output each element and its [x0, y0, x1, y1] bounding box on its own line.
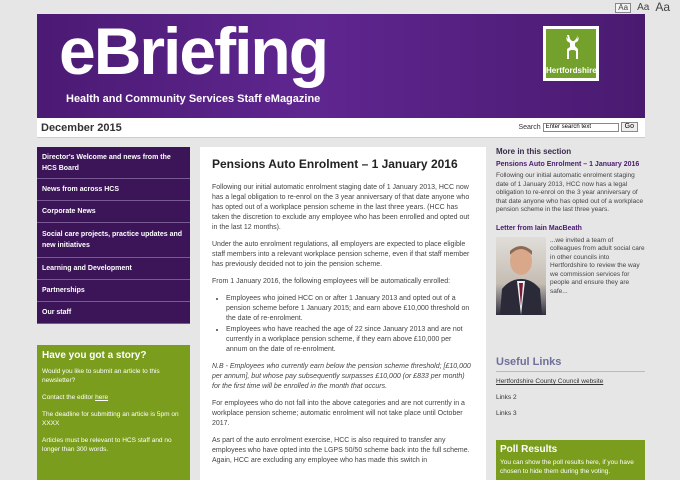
nav-item-social-care-projects[interactable]: Social care projects, practice updates and new initiatives: [37, 223, 190, 258]
site-title[interactable]: eBriefing: [59, 14, 328, 88]
more-in-section: [496, 147, 645, 315]
logo-text: Hertfordshire: [546, 66, 597, 75]
search-go-button[interactable]: Go: [621, 122, 638, 132]
story-contact-text: Contact the editor: [42, 394, 96, 401]
search-input[interactable]: [543, 123, 619, 132]
portrait-image: [496, 237, 546, 315]
useful-links: [496, 356, 645, 426]
nav-item-corporate-news[interactable]: Corporate News: [37, 201, 190, 223]
nav-item-news-across-hcs[interactable]: News from across HCS: [37, 179, 190, 201]
nav-item-partnerships[interactable]: Partnerships: [37, 280, 190, 302]
nav-item-learning-development[interactable]: Learning and Development: [37, 258, 190, 280]
hertfordshire-logo[interactable]: [543, 26, 599, 81]
text-size-medium-button[interactable]: Aa: [637, 2, 650, 13]
poll-results-panel: [496, 440, 645, 480]
list-item: • Employees who joined HCC on or after 1 January 2013 and opted out of a pension scheme before 1 January 2015; and earn above £10,000 threshold on the date of re-enrolment.: [226, 294, 474, 324]
nav-item-directors-welcome[interactable]: Director's Welcome and news from the HCS Board: [37, 147, 190, 179]
more-article-summary: Following our initial automatic enrolment staging date of 1 January 2013, HCC now has a legal obligation to re-enrol on the 3 year anniversary of that date anyone who has opted out of a workplace pension scheme in the last three years.: [496, 172, 644, 213]
useful-links-heading: Useful Links: [496, 356, 645, 372]
story-text-4: Articles must be relevant to HCS staff and no longer than 300 words.: [42, 437, 172, 453]
date-bar: [37, 118, 645, 138]
article-paragraph: From 1 January 2016, the following employees will be automatically enrolled:: [212, 278, 451, 285]
story-heading: Have you got a story?: [42, 350, 147, 361]
poll-text: You can show the poll results here, if you have chosen to hide them during the voting.: [500, 459, 634, 475]
search-label: Search: [518, 123, 541, 131]
story-text-2: [42, 393, 185, 402]
sidebar-nav: [37, 147, 190, 324]
header-banner: [37, 14, 645, 118]
story-text-1: Would you like to submit an article to this newsletter?: [42, 368, 160, 384]
more-article-link[interactable]: Pensions Auto Enrolment – 1 January 2016: [496, 161, 640, 168]
article-paragraph: Under the auto enrolment regulations, all employers are expected to place eligible staff members into a relevant workplace pension scheme, even if that staff member has previously decided not to join the pension scheme.: [212, 241, 470, 268]
useful-link-hcc-website[interactable]: Hertfordshire County Council website: [496, 378, 604, 385]
useful-link-2[interactable]: Links 2: [496, 394, 517, 401]
article-paragraph: As part of the auto enrolment exercise, HCC is also required to transfer any employees who have opted into the LGPS 50/50 scheme back into the full scheme. Again, HCC are excluding any employee who has made this switch in: [212, 437, 470, 464]
article-title: Pensions Auto Enrolment – 1 January 2016: [212, 157, 458, 171]
letter-excerpt: ...we invited a team of colleagues from adult social care in other councils into Hertfordshire to review the way we commission services for people and ensure they are safe...: [550, 236, 645, 295]
letter-link[interactable]: Letter from Iain MacBeath: [496, 224, 582, 232]
story-text-3: The deadline for submitting an article is 5pm on XXXX: [42, 411, 179, 427]
article-paragraph: Following our initial automatic enrolment staging date of 1 January 2013, HCC now has a legal obligation to re-enrol on the 3 year anniversary of that date anyone who has opted out of a workplace pension scheme in the last three years. (HCC has taken the discretion to exclude any employee who has been enrolled and opted out in the last 12 months).: [212, 184, 470, 231]
stag-icon: [562, 33, 584, 61]
site-subtitle: Health and Community Services Staff eMagazine: [66, 93, 321, 105]
more-heading: More in this section: [496, 147, 572, 156]
contact-editor-link[interactable]: here: [95, 394, 109, 401]
article-main: [200, 147, 486, 480]
issue-date: December 2015: [41, 122, 122, 134]
iain-macbeath-photo[interactable]: [496, 237, 546, 315]
text-size-small-button[interactable]: Aa: [615, 3, 631, 13]
poll-heading: Poll Results: [500, 444, 558, 455]
useful-link-3[interactable]: Links 3: [496, 410, 517, 417]
nav-item-our-staff[interactable]: Our staff: [37, 302, 190, 324]
search-form: [518, 122, 638, 132]
article-note: N.B - Employees who currently earn below the pension scheme threshold; [£10,000 per annum], but whose pay subsequently surpasses £10,000 (or £833 per month) for the first time will be enrolled in the month that occurs.: [212, 363, 471, 390]
story-panel: [37, 345, 190, 480]
text-size-large-button[interactable]: Aa: [655, 0, 670, 14]
list-item: • Employees who have reached the age of 22 since January 2013 and are not currently in a workplace pension scheme, if they earn above £10,000 per annum on the date of re-enrolment.: [226, 325, 474, 355]
article-paragraph: For employees who do not fall into the above categories and are not currently in a workplace pension scheme; automatic enrolment will not take place until October 2017.: [212, 400, 465, 427]
article-list: [212, 294, 474, 355]
text-size-controls: [615, 1, 670, 13]
letter-teaser: [496, 237, 645, 315]
